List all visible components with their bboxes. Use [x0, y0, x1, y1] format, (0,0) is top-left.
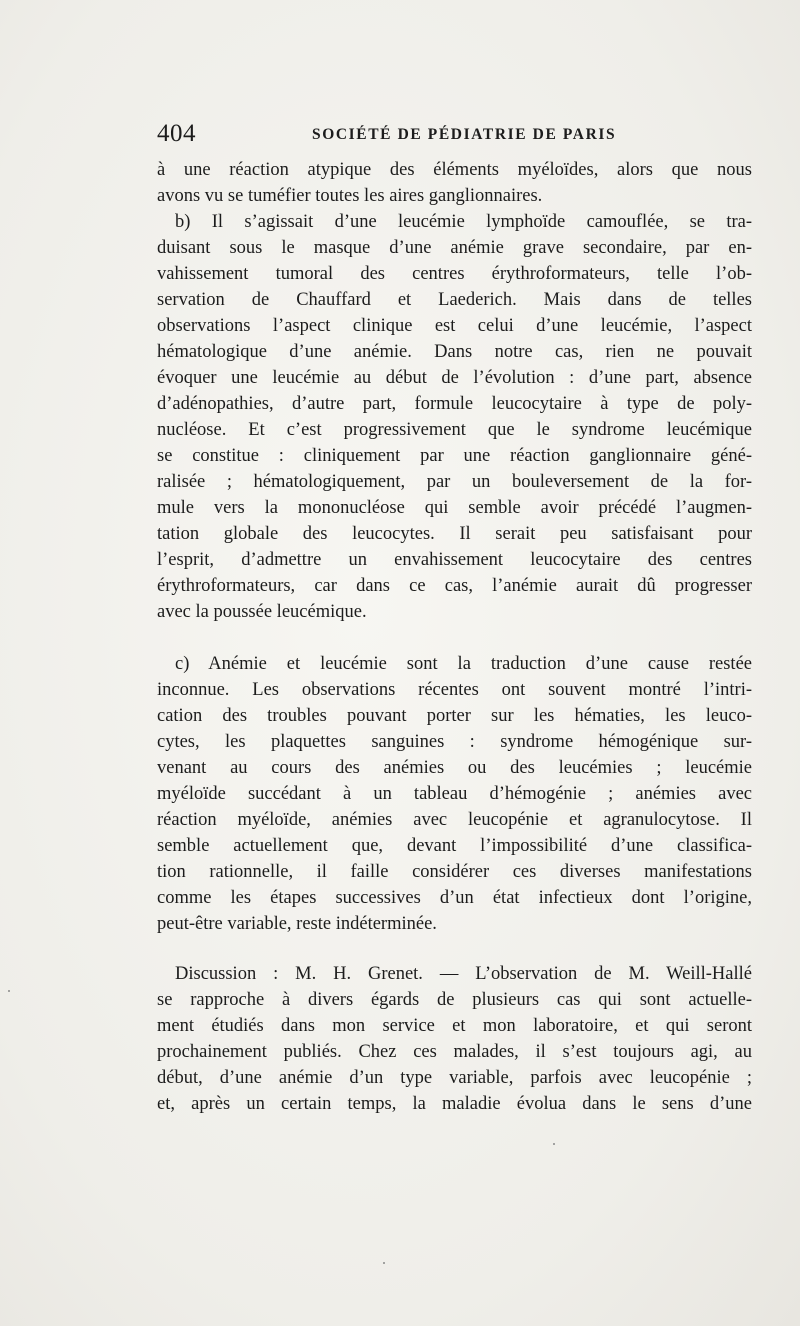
text-line: évoquer une leucémie au début de l’évolution : d’une part, absence	[157, 368, 752, 388]
paper-speck	[383, 1262, 385, 1264]
text-line: myéloïde succédant à un tableau d’hémogénie ; anémies avec	[157, 784, 752, 804]
discussion-line: début, d’une anémie d’un type variable, parfois avec leucopénie ;	[157, 1068, 752, 1088]
text-line: semble actuellement que, devant l’impossibilité d’une classifica-	[157, 836, 752, 856]
paper-speck	[553, 1143, 555, 1145]
text-line: b) Il s’agissait d’une leucémie lymphoïde camouflée, se tra-	[175, 212, 752, 232]
text-line: nucléose. Et c’est progressivement que le syndrome leucémique	[157, 420, 752, 440]
text-line: à une réaction atypique des éléments myéloïdes, alors que nous	[157, 160, 752, 180]
text-line: observations l’aspect clinique est celui d’une leucémie, l’aspect	[157, 316, 752, 336]
text-line: érythroformateurs, car dans ce cas, l’anémie aurait dû progresser	[157, 576, 752, 596]
page-header	[157, 118, 753, 152]
text-line: avec la poussée leucémique.	[157, 602, 367, 622]
text-line: inconnue. Les observations récentes ont souvent montré l’intri-	[157, 680, 752, 700]
text-line: se constitue : cliniquement par une réaction ganglionnaire géné-	[157, 446, 752, 466]
text-line: venant au cours des anémies ou des leucémies ; leucémie	[157, 758, 752, 778]
text-line: servation de Chauffard et Laederich. Mais dans de telles	[157, 290, 752, 310]
text-line: c) Anémie et leucémie sont la traduction d’une cause restée	[175, 654, 752, 674]
text-line: ralisée ; hématologiquement, par un bouleversement de la for-	[157, 472, 752, 492]
text-line: vahissement tumoral des centres érythroformateurs, telle l’ob-	[157, 264, 752, 284]
text-line: tion rationnelle, il faille considérer ces diverses manifestations	[157, 862, 752, 882]
text-line: avons vu se tuméfier toutes les aires ganglionnaires.	[157, 186, 543, 206]
discussion-line: et, après un certain temps, la maladie évolua dans le sens d’une	[157, 1094, 752, 1114]
text-line: l’esprit, d’admettre un envahissement leucocytaire des centres	[157, 550, 752, 570]
text-line: hématologique d’une anémie. Dans notre cas, rien ne pouvait	[157, 342, 752, 362]
discussion-line: prochainement publiés. Chez ces malades, il s’est toujours agi, au	[157, 1042, 752, 1062]
text-line: cation des troubles pouvant porter sur les hématies, les leuco-	[157, 706, 752, 726]
discussion-line: se rapproche à divers égards de plusieurs cas qui sont actuelle-	[157, 990, 752, 1010]
running-head: SOCIÉTÉ DE PÉDIATRIE DE PARIS	[312, 126, 617, 143]
text-line: réaction myéloïde, anémies avec leucopénie et agranulocytose. Il	[157, 810, 752, 830]
discussion-line: Discussion : M. H. Grenet. — L’observation de M. Weill-Hallé	[175, 964, 752, 984]
text-line: tation globale des leucocytes. Il serait peu satisfaisant pour	[157, 524, 752, 544]
text-line: comme les étapes successives d’un état infectieux dont l’origine,	[157, 888, 752, 908]
text-line: mule vers la mononucléose qui semble avoir précédé l’augmen-	[157, 498, 752, 518]
paper-speck	[8, 990, 10, 992]
text-line: d’adénopathies, d’autre part, formule leucocytaire à type de poly-	[157, 394, 752, 414]
discussion-line: ment étudiés dans mon service et mon laboratoire, et qui seront	[157, 1016, 752, 1036]
page-number: 404	[157, 120, 196, 147]
text-line: duisant sous le masque d’une anémie grave secondaire, par en-	[157, 238, 752, 258]
text-line: peut-être variable, reste indéterminée.	[157, 914, 437, 934]
text-line: cytes, les plaquettes sanguines : syndrome hémogénique sur-	[157, 732, 752, 752]
